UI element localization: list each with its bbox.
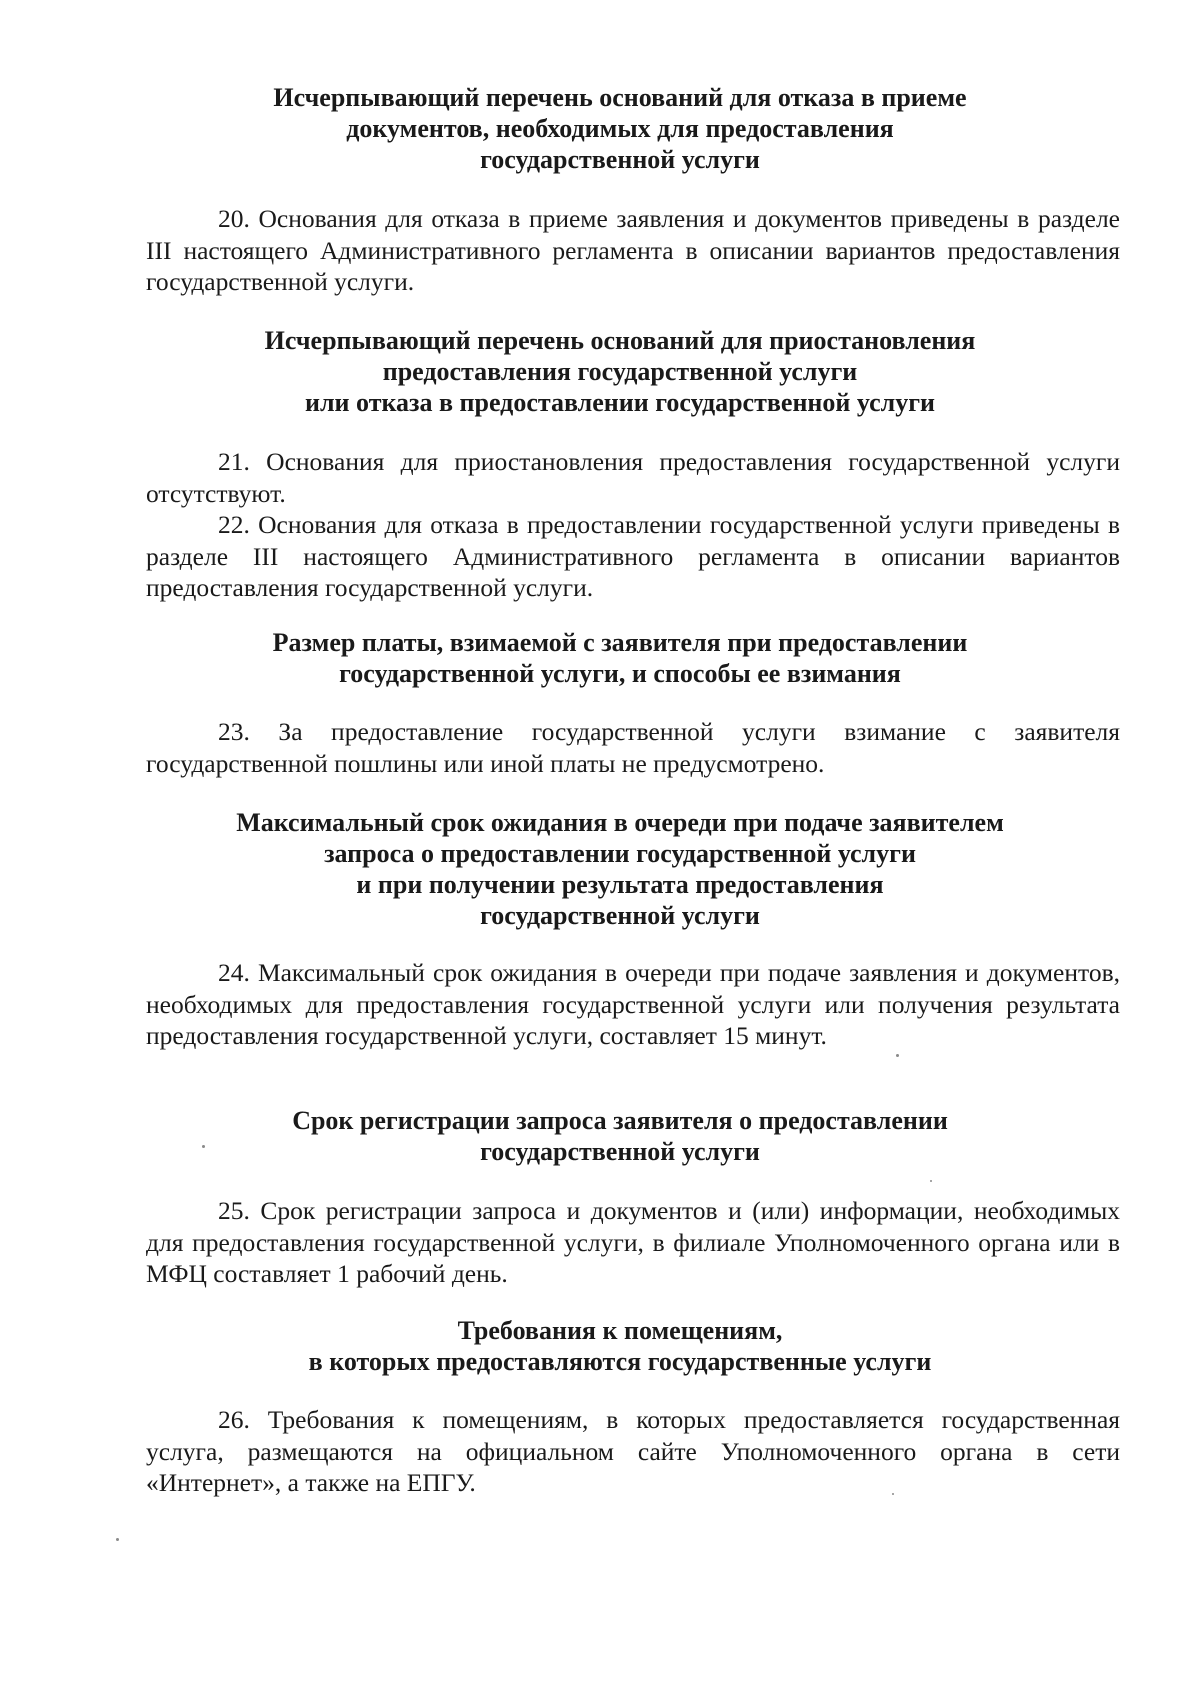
paragraph-23: 23. За предоставление государственной услуги взимание с заявителя государственной пошлины или иной платы не предусмотрено. — [146, 717, 1120, 778]
paragraph-25: 25. Срок регистрации запроса и документов и (или) информации, необходимых для предоставления государственной услуги, в филиале Уполномоченного органа или в МФЦ составляет 1 рабочий день. — [146, 1196, 1120, 1288]
section-heading-refusal-acceptance — [140, 82, 1100, 175]
heading-line: государственной услуги — [480, 901, 760, 930]
paragraph-26: 26. Требования к помещениям, в которых предоставляется государственная услуга, размещаются на официальном сайте Уполномоченного органа в сети «Интернет», а также на ЕПГУ. — [146, 1405, 1120, 1497]
heading-line: в которых предоставляются государственные услуги — [308, 1347, 932, 1376]
heading-line: документов, необходимых для предоставления — [346, 114, 894, 143]
scan-speck — [116, 1538, 119, 1541]
heading-line: государственной услуги — [480, 145, 760, 174]
heading-line: предоставления государственной услуги — [382, 357, 858, 386]
paragraph-24: 24. Максимальный срок ожидания в очереди при подаче заявления и документов, необходимых для предоставления государственной услуги или получения результата предоставления государственной услуги, составляет 15 минут. — [146, 958, 1120, 1050]
heading-line: Исчерпывающий перечень оснований для отказа в приеме — [273, 83, 967, 112]
section-heading-suspension-refusal — [140, 325, 1100, 418]
heading-line: или отказа в предоставлении государственной услуги — [304, 388, 936, 417]
heading-line: запроса о предоставлении государственной услуги — [324, 839, 916, 868]
heading-line: Требования к помещениям, — [457, 1316, 783, 1345]
paragraph-21: 21. Основания для приостановления предоставления государственной услуги отсутствуют. — [146, 447, 1120, 508]
heading-line: Максимальный срок ожидания в очереди при подаче заявителем — [236, 808, 1004, 837]
scan-speck — [892, 1493, 894, 1495]
scan-speck — [202, 1145, 205, 1148]
section-heading-registration-time — [140, 1105, 1100, 1167]
heading-line: государственной услуги — [480, 1137, 760, 1166]
heading-line: Срок регистрации запроса заявителя о предоставлении — [292, 1106, 948, 1135]
heading-line: Размер платы, взимаемой с заявителя при предоставлении — [272, 628, 968, 657]
section-heading-queue-time — [140, 807, 1100, 931]
section-heading-fee — [140, 627, 1100, 689]
scan-speck — [896, 1054, 899, 1057]
heading-line: государственной услуги, и способы ее взимания — [339, 659, 901, 688]
paragraph-22: 22. Основания для отказа в предоставлении государственной услуги приведены в разделе III настоящего Административного регламента в описании вариантов предоставления государственной услуги. — [146, 510, 1120, 602]
heading-line: Исчерпывающий перечень оснований для приостановления — [264, 326, 976, 355]
section-heading-premises — [140, 1315, 1100, 1377]
heading-line: и при получении результата предоставления — [356, 870, 884, 899]
scan-speck — [930, 1180, 932, 1182]
paragraph-20: 20. Основания для отказа в приеме заявления и документов приведены в разделе III настоящего Административного регламента в описании вариантов предоставления государственной услуги. — [146, 204, 1120, 296]
